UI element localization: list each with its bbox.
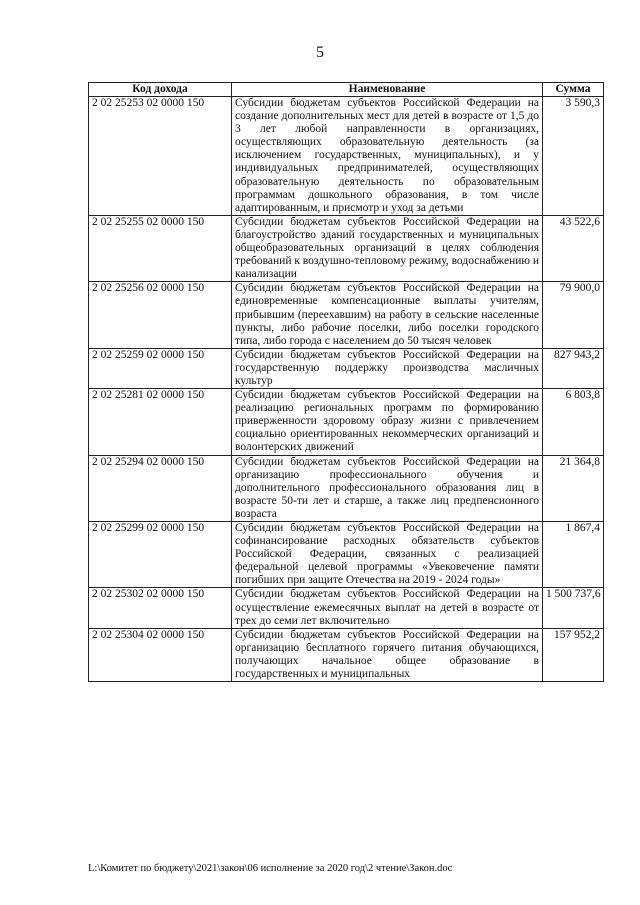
income-code: 2 02 25281 02 0000 150 [89, 389, 232, 455]
table-row [89, 455, 604, 521]
income-sum: 1 500 737,6 [543, 588, 604, 628]
income-sum: 43 522,6 [543, 215, 604, 281]
income-sum: 157 952,2 [543, 628, 604, 681]
income-code: 2 02 25299 02 0000 150 [89, 522, 232, 588]
table-row [89, 628, 604, 681]
income-sum: 3 590,3 [543, 97, 604, 216]
income-name: Субсидии бюджетам субъектов Российской Федерации на создание дополнительных мест для детей в возрасте от 1,5 до 3 лет любой направленности в организациях, осуществляющих образовательную деятельность (за исключением государственных, муниципальных), и у индивидуальных предпринимателей, осуществляющих образовательную деятельность по образовательным программам дошкольного образования, в том числе адаптированным, и присмотр и уход за детьми [232, 97, 543, 216]
income-code: 2 02 25294 02 0000 150 [89, 455, 232, 521]
income-sum: 827 943,2 [543, 348, 604, 388]
table-row [89, 215, 604, 281]
income-name: Субсидии бюджетам субъектов Российской Федерации на единовременные компенсационные выплаты учителям, прибывшим (переехавшим) на работу в сельские населенные пункты, либо рабочие поселки, либо поселки городского типа, либо города с населением до 50 тысяч человек [232, 282, 543, 348]
table-row [89, 389, 604, 455]
income-name: Субсидии бюджетам субъектов Российской Федерации на софинансирование расходных обязательств субъектов Российской Федерации, связанных с реализацией федеральной целевой программы «Увековечение памяти погибших при защите Отечества на 2019 - 2024 годы» [232, 522, 543, 588]
income-sum: 79 900,0 [543, 282, 604, 348]
income-name: Субсидии бюджетам субъектов Российской Федерации на государственную поддержку производства масличных культур [232, 348, 543, 388]
income-code: 2 02 25253 02 0000 150 [89, 97, 232, 216]
income-name: Субсидии бюджетам субъектов Российской Федерации на благоустройство зданий государственных и муниципальных общеобразовательных организаций в целях соблюдения требований к воздушно-тепловому режиму, водоснабжению и канализации [232, 215, 543, 281]
income-name: Субсидии бюджетам субъектов Российской Федерации на организацию профессионального обучения и дополнительного профессионального образования лиц в возрасте 50-ти лет и старше, а также лиц предпенсионного возраста [232, 455, 543, 521]
table-row [89, 282, 604, 348]
income-code: 2 02 25255 02 0000 150 [89, 215, 232, 281]
income-code: 2 02 25259 02 0000 150 [89, 348, 232, 388]
income-sum: 21 364,8 [543, 455, 604, 521]
income-name: Субсидии бюджетам субъектов Российской Федерации на осуществление ежемесячных выплат на детей в возрасте от трех до семи лет включительно [232, 588, 543, 628]
table-row [89, 97, 604, 216]
table-row [89, 522, 604, 588]
income-sum: 6 803,8 [543, 389, 604, 455]
income-sum: 1 867,4 [543, 522, 604, 588]
table-row [89, 348, 604, 388]
income-code: 2 02 25304 02 0000 150 [89, 628, 232, 681]
income-code: 2 02 25256 02 0000 150 [89, 282, 232, 348]
header-code: Код дохода [89, 83, 232, 97]
revenue-table [88, 82, 604, 682]
header-name: Наименование [232, 83, 543, 97]
page-number: 5 [316, 44, 324, 61]
file-path-footer: L:\Комитет по бюджету\2021\закон\06 исполнение за 2020 год\2 чтение\Закон.doc [88, 863, 453, 874]
table-header-row [89, 83, 604, 97]
header-sum: Сумма [543, 83, 604, 97]
income-code: 2 02 25302 02 0000 150 [89, 588, 232, 628]
income-name: Субсидии бюджетам субъектов Российской Федерации на реализацию региональных программ по формированию приверженности здоровому образу жизни с привлечением социально ориентированных некоммерческих организаций и волонтерских движений [232, 389, 543, 455]
table-row [89, 588, 604, 628]
income-name: Субсидии бюджетам субъектов Российской Федерации на организацию бесплатного горячего питания обучающихся, получающих начальное общее образование в государственных и муниципальных [232, 628, 543, 681]
